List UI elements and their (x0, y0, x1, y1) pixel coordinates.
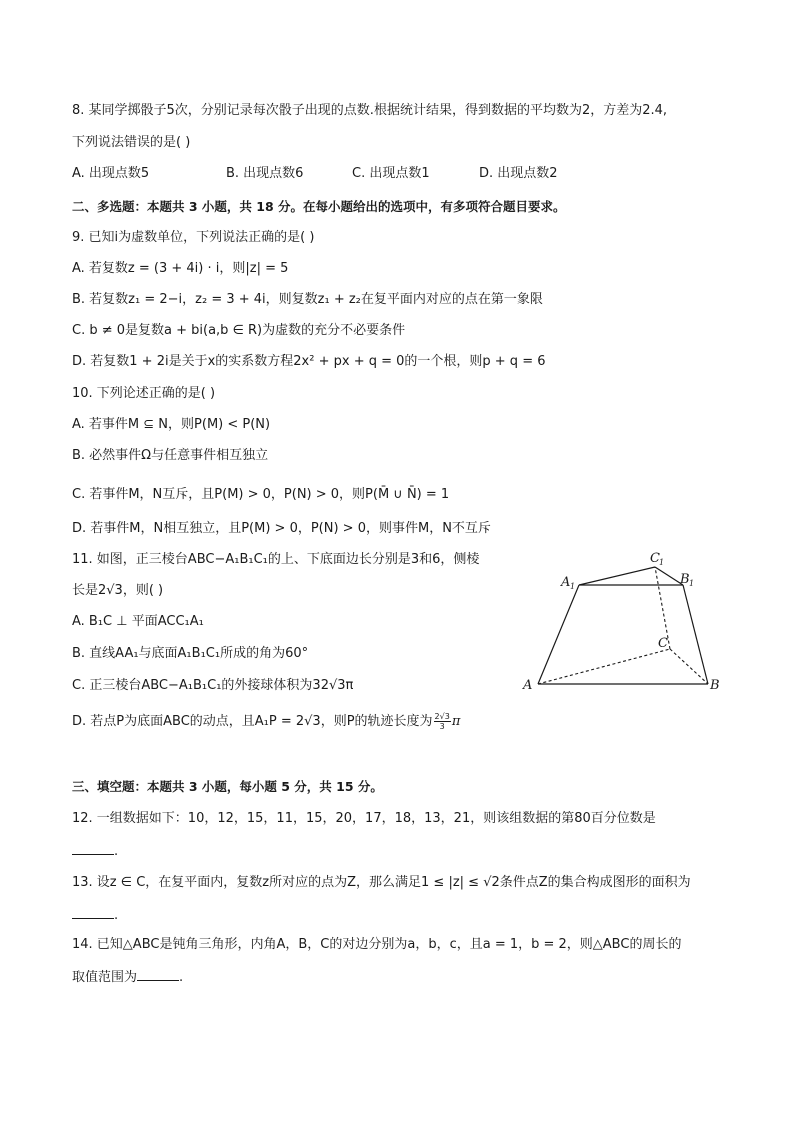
q8-option-c: C. 出现点数1 (352, 166, 430, 181)
q8-option-d: D. 出现点数2 (479, 166, 558, 181)
q11-stem-line1: 11. 如图，正三棱台ABC−A₁B₁C₁的上、下底面边长分别是3和6，侧棱 (72, 552, 480, 567)
q11-stem-line2: 长是2√3，则( ) (72, 583, 164, 598)
q8-option-b: B. 出现点数6 (226, 166, 304, 181)
edge-a1-c1 (579, 567, 655, 585)
edge-a-c (538, 649, 670, 684)
pi-symbol: π (451, 714, 461, 729)
q14-stem-line2 (72, 968, 183, 987)
label-a1: A (561, 575, 571, 590)
q14-stem-line1: 14. 已知△ABC是钝角三角形，内角A，B，C的对边分别为a，b，c，且a = 1，b = 2，则△ABC的周长的 (72, 937, 682, 952)
q9-option-d: D. 若复数1 + 2i是关于x的实系数方程2x² + px + q = 0的一个根，则p + q = 6 (72, 354, 546, 369)
frustum-figure (518, 545, 728, 695)
q12-end: . (114, 844, 119, 859)
q9-stem: 9. 已知i为虚数单位，下列说法正确的是( ) (72, 230, 315, 245)
label-b1: B (680, 572, 690, 587)
q8-stem-line2: 下列说法错误的是( ) (72, 135, 191, 150)
q10-option-c: C. 若事件M，N互斥，且P(M) > 0，P(N) > 0，则P(M̄ ∪ N̄) = 1 (72, 487, 450, 502)
section-3-heading: 三、填空题：本题共 3 小题，每小题 5 分，共 15 分。 (72, 779, 383, 794)
q10-stem: 10. 下列论述正确的是( ) (72, 386, 216, 401)
q14-stem-text: 取值范围为 (72, 970, 138, 985)
q10-option-b: B. 必然事件Ω与任意事件相互独立 (72, 448, 269, 463)
label-c1-sub: 1 (659, 558, 665, 567)
q13-end: . (114, 908, 119, 923)
label-c: C (658, 636, 668, 651)
label-c1: C (650, 551, 660, 566)
label-a1-sub: 1 (570, 582, 576, 591)
q10-option-a: A. 若事件M ⊆ N，则P(M) < P(N) (72, 417, 271, 432)
section-2-heading: 二、多选题：本题共 3 小题，共 18 分。在每小题给出的选项中，有多项符合题目要求。 (72, 199, 566, 214)
q8-option-a: A. 出现点数5 (72, 166, 150, 181)
q13-answer-line (72, 906, 118, 925)
q12-blank (72, 842, 114, 855)
q13-stem: 13. 设z ∈ C，在复平面内，复数z所对应的点为Z，那么满足1 ≤ |z| ≤ √2条件点Z的集合构成图形的面积为 (72, 875, 691, 890)
q14-blank (137, 968, 179, 981)
q11-option-d-fraction (434, 712, 451, 731)
q12-answer-line (72, 842, 118, 861)
q13-blank (72, 906, 114, 919)
q9-option-a: A. 若复数z = (3 + 4i) · i，则|z| = 5 (72, 261, 289, 276)
q11-option-d (72, 712, 460, 731)
edge-b-b1 (683, 585, 708, 684)
q14-end: . (179, 970, 184, 985)
q9-option-b: B. 若复数z₁ = 2−i，z₂ = 3 + 4i，则复数z₁ + z₂在复平面内对应的点在第一象限 (72, 292, 543, 307)
fraction-denominator: 3 (439, 722, 445, 731)
q11-option-a: A. B₁C ⊥ 平面ACC₁A₁ (72, 614, 204, 629)
q11-option-d-text: D. 若点P为底面ABC的动点，且A₁P = 2√3，则P的轨迹长度为 (72, 714, 433, 729)
q9-option-c: C. b ≠ 0是复数a + bi(a,b ∈ R)为虚数的充分不必要条件 (72, 323, 406, 338)
q8-stem-line1: 8. 某同学掷骰子5次，分别记录每次骰子出现的点数.根据统计结果，得到数据的平均数为2，方差为2.4, (72, 103, 668, 118)
label-b1-sub: 1 (689, 579, 695, 588)
edge-a-a1 (538, 585, 579, 684)
q12-stem: 12. 一组数据如下：10，12，15，11，15，20，17，18，13，21，则该组数据的第80百分位数是 (72, 811, 656, 826)
q10-option-d: D. 若事件M，N相互独立，且P(M) > 0，P(N) > 0，则事件M，N不互斥 (72, 521, 491, 536)
label-b: B (710, 678, 720, 693)
fraction-numerator: 2√3 (434, 712, 450, 721)
q11-option-c: C. 正三棱台ABC−A₁B₁C₁的外接球体积为32√3π (72, 678, 354, 693)
edge-c-b (670, 649, 708, 684)
edge-c1-b1 (655, 567, 683, 585)
label-a: A (523, 678, 533, 693)
q11-option-b: B. 直线AA₁与底面A₁B₁C₁所成的角为60° (72, 646, 309, 661)
